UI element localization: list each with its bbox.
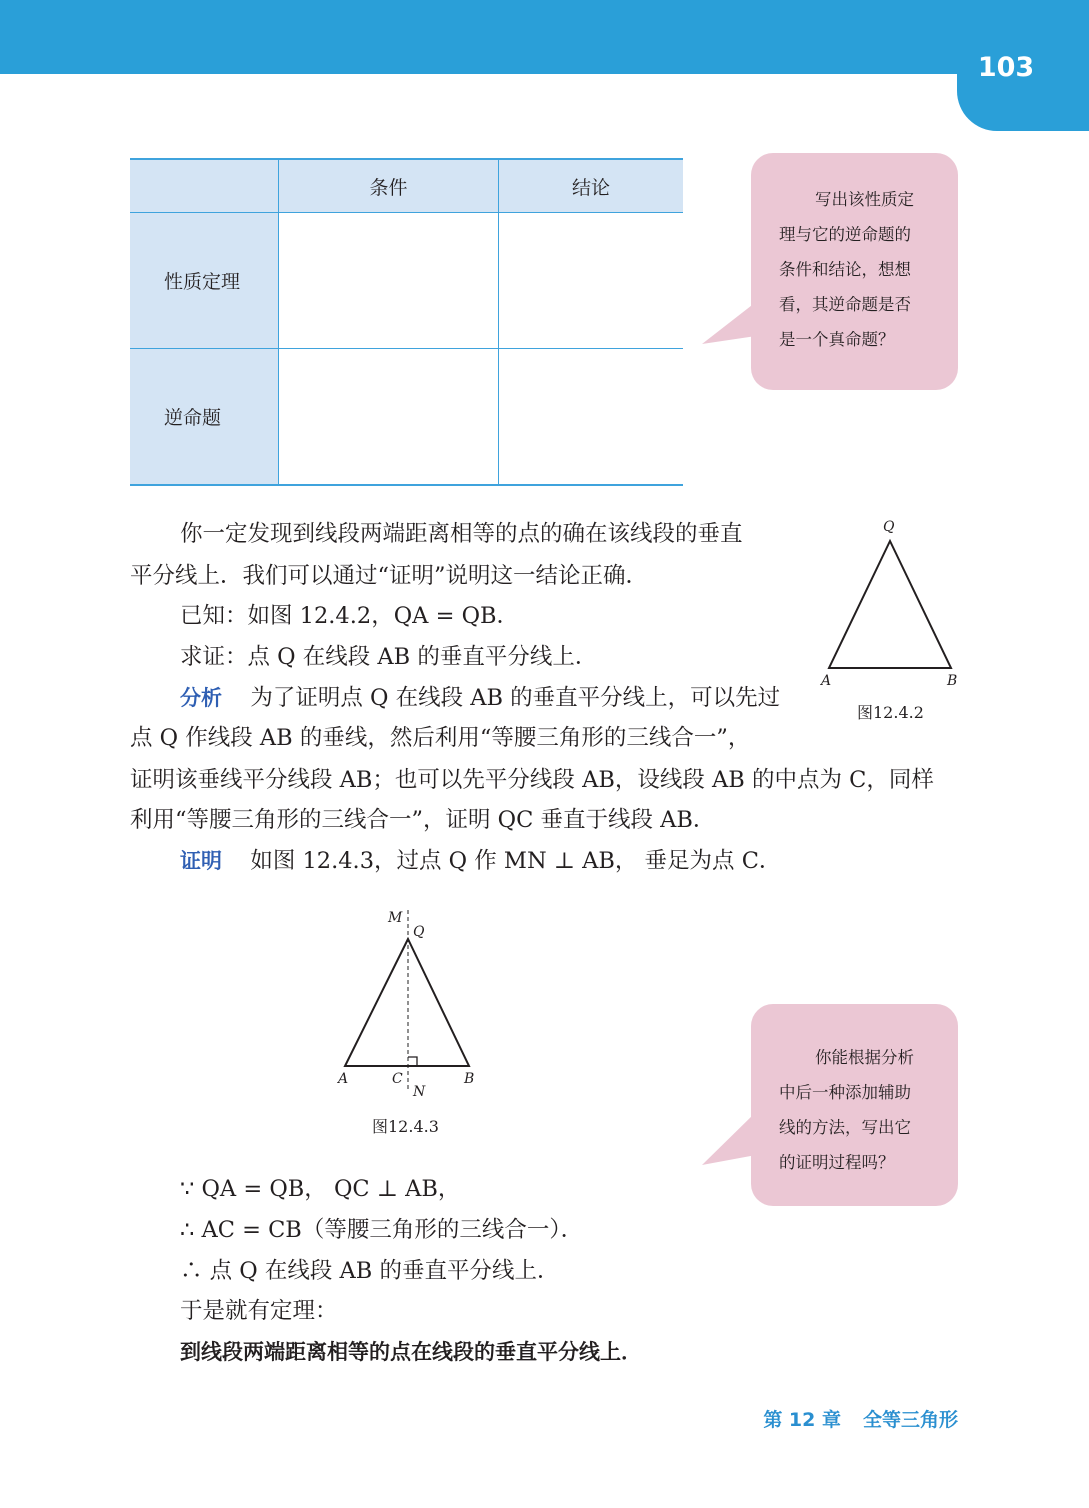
page-number: 103 bbox=[977, 52, 1035, 83]
analysis-line3: 证明该垂线平分线段 AB；也可以先平分线段 AB，设线段 AB 的中点为 C，同样 bbox=[130, 767, 934, 793]
label-b: B bbox=[947, 673, 958, 689]
triangle-qab-2 bbox=[345, 939, 469, 1066]
analysis-line4: 利用“等腰三角形的三线合一”，证明 QC 垂直于线段 AB． bbox=[130, 807, 716, 833]
given-statement: 已知：如图 12.4.2，QA = QB． bbox=[180, 603, 520, 629]
figure-12-4-2 bbox=[815, 515, 965, 693]
row-converse: 逆命题 bbox=[130, 349, 279, 486]
label-n: N bbox=[413, 1084, 426, 1100]
label-q-2: Q bbox=[413, 924, 425, 940]
label-q: Q bbox=[883, 519, 895, 535]
caption-12-4-3: 图12.4.3 bbox=[372, 1117, 439, 1136]
triangle-qab bbox=[829, 541, 951, 668]
to-prove-statement: 求证：点 Q 在线段 AB 的垂直平分线上． bbox=[180, 644, 598, 670]
analysis-text: 为了证明点 Q 在线段 AB 的垂直平分线上，可以先过 bbox=[250, 685, 781, 711]
proof-text: 如图 12.4.3，过点 Q 作 MN ⊥ AB， 垂足为点 C． bbox=[250, 848, 782, 874]
analysis-line1 bbox=[180, 683, 780, 713]
proof-label: 证明 bbox=[180, 849, 222, 873]
note2-line: 你能根据分析 bbox=[815, 1048, 914, 1067]
caption-12-4-2: 图12.4.2 bbox=[857, 703, 924, 722]
therefore-line: 于是就有定理： bbox=[180, 1298, 338, 1324]
note2-line: 中后一种添加辅助 bbox=[779, 1083, 911, 1102]
margin-note-converse bbox=[751, 153, 958, 390]
chapter-footer bbox=[763, 1405, 958, 1432]
figure-12-4-3 bbox=[330, 900, 490, 1100]
note1-line: 是一个真命题？ bbox=[779, 330, 895, 349]
label-a: A bbox=[821, 673, 832, 689]
proof-step2: ∴ AC = CB（等腰三角形的三线合一）． bbox=[180, 1217, 584, 1243]
label-b-2: B bbox=[464, 1071, 475, 1087]
theorem-converse-table bbox=[130, 158, 683, 486]
theorem-statement: 到线段两端距离相等的点在线段的垂直平分线上． bbox=[180, 1340, 642, 1364]
cell-theorem-condition bbox=[279, 213, 499, 349]
margin-note-auxiliary-line bbox=[751, 1004, 958, 1206]
label-c: C bbox=[392, 1071, 403, 1087]
note1-line: 看，其逆命题是否 bbox=[779, 295, 911, 314]
right-angle-mark bbox=[408, 1057, 417, 1066]
chapter-number: 第 12 章 bbox=[763, 1409, 841, 1431]
paragraph-intro-line2: 平分线上．我们可以通过“证明”说明这一结论正确． bbox=[130, 563, 649, 589]
proof-step3: ∴ 点 Q 在线段 AB 的垂直平分线上． bbox=[180, 1258, 560, 1284]
row-property-theorem: 性质定理 bbox=[130, 213, 279, 349]
note1-line: 写出该性质定 bbox=[815, 190, 914, 209]
top-banner bbox=[0, 0, 1089, 74]
header-conclusion: 结论 bbox=[499, 159, 684, 213]
cell-converse-conclusion bbox=[499, 349, 684, 486]
cell-theorem-conclusion bbox=[499, 213, 684, 349]
note2-line: 的证明过程吗？ bbox=[779, 1153, 895, 1172]
note1-line: 理与它的逆命题的 bbox=[779, 225, 911, 244]
header-condition: 条件 bbox=[279, 159, 499, 213]
cell-converse-condition bbox=[279, 349, 499, 486]
paragraph-intro-line1: 你一定发现到线段两端距离相等的点的确在该线段的垂直 bbox=[180, 521, 743, 547]
note2-line: 线的方法，写出它 bbox=[779, 1118, 911, 1137]
label-a-2: A bbox=[338, 1071, 349, 1087]
chapter-title: 全等三角形 bbox=[862, 1409, 958, 1431]
note1-line: 条件和结论，想想 bbox=[779, 260, 911, 279]
analysis-line2: 点 Q 作线段 AB 的垂线，然后利用“等腰三角形的三线合一”， bbox=[130, 725, 751, 751]
analysis-label: 分析 bbox=[180, 686, 222, 710]
label-m: M bbox=[388, 910, 403, 926]
proof-step1: ∵ QA = QB， QC ⊥ AB， bbox=[180, 1176, 461, 1202]
proof-line1 bbox=[180, 846, 781, 876]
table-corner-cell bbox=[130, 159, 279, 213]
